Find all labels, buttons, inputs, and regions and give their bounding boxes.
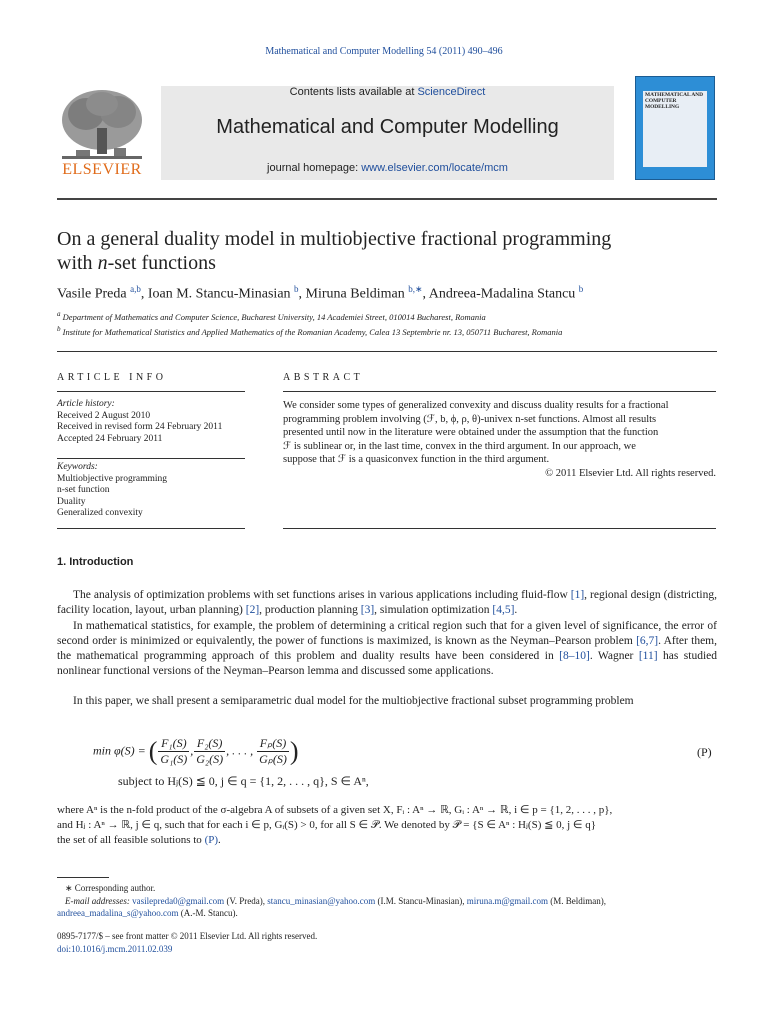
journal-cover-image xyxy=(635,76,715,180)
author-affiliation-mark[interactable]: b xyxy=(294,284,299,294)
paragraph-text: In mathematical statistics, for example, the problem of determining a critical region such that for a given level of significance, the error of second order is minimized or equivalently, the power of functions is maximized, is known as the Neyman–Pearson problem xyxy=(57,620,717,647)
paragraph-text: , production planning xyxy=(259,604,361,616)
affiliation-text: Institute for Mathematical Statistics and Applied Mathematics of the Romanian Academy, Calea 13 Septembrie nr. 13, 050711 Bucharest, Romania xyxy=(62,326,563,337)
sciencedirect-link[interactable]: ScienceDirect xyxy=(417,86,486,98)
article-info-heading: ARTICLE INFO xyxy=(57,372,167,383)
email-label: E-mail addresses: xyxy=(65,896,133,906)
abstract-text xyxy=(283,399,716,480)
denominator: Gₚ(S) xyxy=(259,752,287,766)
contents-available-line xyxy=(161,86,614,98)
text-line xyxy=(57,833,717,848)
elsevier-wordmark: ELSEVIER xyxy=(62,161,142,178)
equation-dots: , . . . , xyxy=(226,743,257,758)
affiliation-divider xyxy=(57,351,717,352)
paragraph-text: . xyxy=(514,604,518,616)
author-list: Vasile Preda $^{a,b}$, Ioan M. Stancu-Minasian $^b$, Miruna Beldiman $^{b,∗}$, Andreea-Madalina Stancu $^b$ xyxy=(57,284,584,302)
text-line: and Hⱼ : Aⁿ → ℝ, j ∈ q, such that for each i ∈ p, Gᵢ(S) > 0, for all S ∈ 𝒫. We denoted by 𝒫 = {S ∈ Aⁿ : Hⱼ(S) ≦ 0, j ∈ q} xyxy=(57,819,596,831)
header-divider xyxy=(57,198,717,200)
affiliation-mark: b xyxy=(57,325,61,333)
equation-ref-link[interactable]: (P) xyxy=(204,834,219,846)
homepage-prefix: journal homepage: xyxy=(267,162,362,174)
email-link[interactable]: vasilepreda0@gmail.com xyxy=(132,896,225,906)
email-owner: (A.-M. Stancu). xyxy=(178,908,238,918)
title-italic-n: n xyxy=(97,252,108,274)
author-affiliation-mark[interactable]: a,b xyxy=(130,284,141,294)
section-heading-introduction: 1. Introduction xyxy=(57,556,134,568)
journal-title: Mathematical and Computer Modelling xyxy=(216,116,559,138)
abstract-line: suppose that ℱ is a quasiconvex function in the third argument. xyxy=(283,454,550,465)
footnote-emails-cont xyxy=(57,907,717,919)
keyword: Generalized convexity xyxy=(57,508,143,518)
journal-homepage-line xyxy=(161,162,614,174)
history-revised: Received in revised form 24 February 2011 xyxy=(57,422,223,432)
keywords-block xyxy=(57,462,247,520)
fraction-1 xyxy=(158,736,189,767)
fraction-p xyxy=(257,736,289,767)
history-received: Received 2 August 2010 xyxy=(57,410,151,421)
author-name: Ioan M. Stancu-Minasian xyxy=(147,286,291,302)
keyword: Duality xyxy=(57,496,86,507)
text-segment: the set of all feasible solutions to xyxy=(57,834,205,846)
keyword: Multiobjective programming xyxy=(57,473,168,484)
intro-paragraph-2 xyxy=(57,619,717,679)
left-paren: ( xyxy=(148,736,158,766)
abstract-line: presented until now in the literature were obtained under the assumption that the function xyxy=(283,427,659,438)
article-info-rule xyxy=(57,391,245,392)
abstract-line: programming problem involving (ℱ, b, ϕ, ρ, θ)-univex n-set functions. Almost all results xyxy=(283,413,657,425)
email-owner: (M. Beldiman), xyxy=(548,896,607,906)
equation-label: (P) xyxy=(697,745,712,759)
citation-link[interactable]: [1] xyxy=(570,589,585,601)
abstract-line: We consider some types of generalized convexity and discuss duality results for a fractional xyxy=(283,400,669,411)
footnote-rule xyxy=(57,877,109,878)
author-affiliation-mark[interactable]: b xyxy=(578,284,584,294)
equation-constraint: subject to Hⱼ(S) ≦ 0, j ∈ q = {1, 2, . . . , q}, S ∈ Aⁿ, xyxy=(118,774,369,788)
abstract-heading: ABSTRACT xyxy=(283,372,364,383)
intro-paragraph-3: In this paper, we shall present a semiparametric dual model for the multiobjective fractional subset programming problem xyxy=(73,695,634,707)
right-paren: ) xyxy=(289,736,299,766)
abstract-bottom-rule xyxy=(283,528,716,529)
email-owner: (V. Preda), xyxy=(224,896,268,906)
text-line: where Aⁿ is the n-fold product of the σ-algebra A of subsets of a given set X, Fᵢ : Aⁿ → ℝ, Gᵢ : Aⁿ → ℝ, i ∈ p = {1, 2, . . . , p}, xyxy=(57,804,613,816)
denominator: G₂(S) xyxy=(196,752,224,766)
citation-link[interactable]: [4,5] xyxy=(492,604,515,616)
paper-title-line-2 xyxy=(57,251,717,275)
email-owner: (I.M. Stancu-Minasian), xyxy=(375,896,467,906)
footnote-emails xyxy=(65,895,715,907)
paper-title xyxy=(57,227,717,275)
paragraph-text: The analysis of optimization problems with set functions arises in various applications including fluid-flow xyxy=(73,589,571,601)
history-label: Article history: xyxy=(57,399,115,409)
author-name: Vasile Preda xyxy=(57,286,127,302)
citation-link[interactable]: [2] xyxy=(245,604,260,616)
author-name: Andreea-Madalina Stancu xyxy=(428,286,576,302)
text-segment: . xyxy=(218,834,221,846)
affiliation-b xyxy=(57,325,717,337)
equation-lhs: min φ(S) = xyxy=(93,743,149,758)
numerator: Fₚ(S) xyxy=(257,736,289,752)
paragraph-text: . Wagner xyxy=(589,650,639,662)
denominator: G₁(S) xyxy=(160,752,188,766)
numerator: F₂(S) xyxy=(194,736,225,752)
article-info-bottom-rule xyxy=(57,528,245,529)
author-name: Miruna Beldiman xyxy=(305,286,405,302)
article-history xyxy=(57,399,247,445)
issn-line: 0895-7177/$ – see front matter © 2011 Elsevier Ltd. All rights reserved. xyxy=(57,931,318,941)
footnote-corresponding: ∗ Corresponding author. xyxy=(65,883,156,893)
doi-link[interactable]: doi:10.1016/j.mcm.2011.02.039 xyxy=(57,944,173,954)
equation-P: min φ(S) = ( $\frac{\text{F₁(S)}}{\text{G₁(S)}}$ , $\frac{\text{F₂(S)}}{\text{G₂(S)}}$ , . . . , $\frac{\text{Fₚ(S)}}{\text{Gₚ(S)}}$ ) xyxy=(93,736,299,766)
email-link[interactable]: andreea_madalina_s@yahoo.com xyxy=(57,908,179,918)
paragraph-text: . After them, the mathematical programming approach of this problem and duality results have been considered in xyxy=(57,635,717,662)
affiliation-text: Department of Mathematics and Computer Science, Bucharest University, 14 Academiei Street, 010014 Bucharest, Romania xyxy=(62,311,486,322)
abstract-copyright: © 2011 Elsevier Ltd. All rights reserved. xyxy=(545,467,716,479)
abstract-line: ℱ is sublinear or, in the last time, convex in the third argument. In our approach, we xyxy=(283,440,636,452)
citation-link[interactable]: [3] xyxy=(360,604,375,616)
paragraph-text: has studied nonlinear functional versions of the Neyman–Pearson lemma and discussed some applications. xyxy=(57,650,717,677)
title-text: with xyxy=(57,252,98,274)
keyword: n-set function xyxy=(57,485,110,495)
paragraph-text: , regional design (districting, facility location, layout, urban planning) xyxy=(57,589,717,616)
affiliation-a xyxy=(57,310,717,322)
citation-link[interactable]: [8–10] xyxy=(559,650,590,662)
history-accepted: Accepted 24 February 2011 xyxy=(57,433,163,444)
email-link[interactable]: miruna.m@gmail.com xyxy=(466,896,549,906)
cover-title: MATHEMATICAL AND COMPUTER MODELLING xyxy=(645,92,704,110)
keywords-rule xyxy=(57,458,245,459)
intro-paragraph-1 xyxy=(57,588,717,618)
journal-homepage-link[interactable]: www.elsevier.com/locate/mcm xyxy=(361,162,508,174)
numerator: F₁(S) xyxy=(158,736,189,752)
contents-prefix: Contents lists available at xyxy=(289,86,418,98)
paragraph-text: , simulation optimization xyxy=(374,604,493,616)
citation-link[interactable]: [6,7] xyxy=(636,635,659,647)
keywords-label: Keywords: xyxy=(57,462,98,472)
email-link[interactable]: stancu_minasian@yahoo.com xyxy=(267,896,376,906)
abstract-rule xyxy=(283,391,716,392)
citation-link[interactable]: [11] xyxy=(638,650,658,662)
fraction-2 xyxy=(194,736,225,767)
paper-title-line-1: On a general duality model in multiobjective fractional programming xyxy=(57,228,612,250)
after-equation-text xyxy=(57,803,717,848)
author-affiliation-mark[interactable]: b,∗ xyxy=(408,284,423,294)
journal-reference-link[interactable]: Mathematical and Computer Modelling 54 (2011) 490–496 xyxy=(265,46,503,57)
title-text-end: -set functions xyxy=(107,252,216,274)
affiliation-mark: a xyxy=(57,310,61,318)
